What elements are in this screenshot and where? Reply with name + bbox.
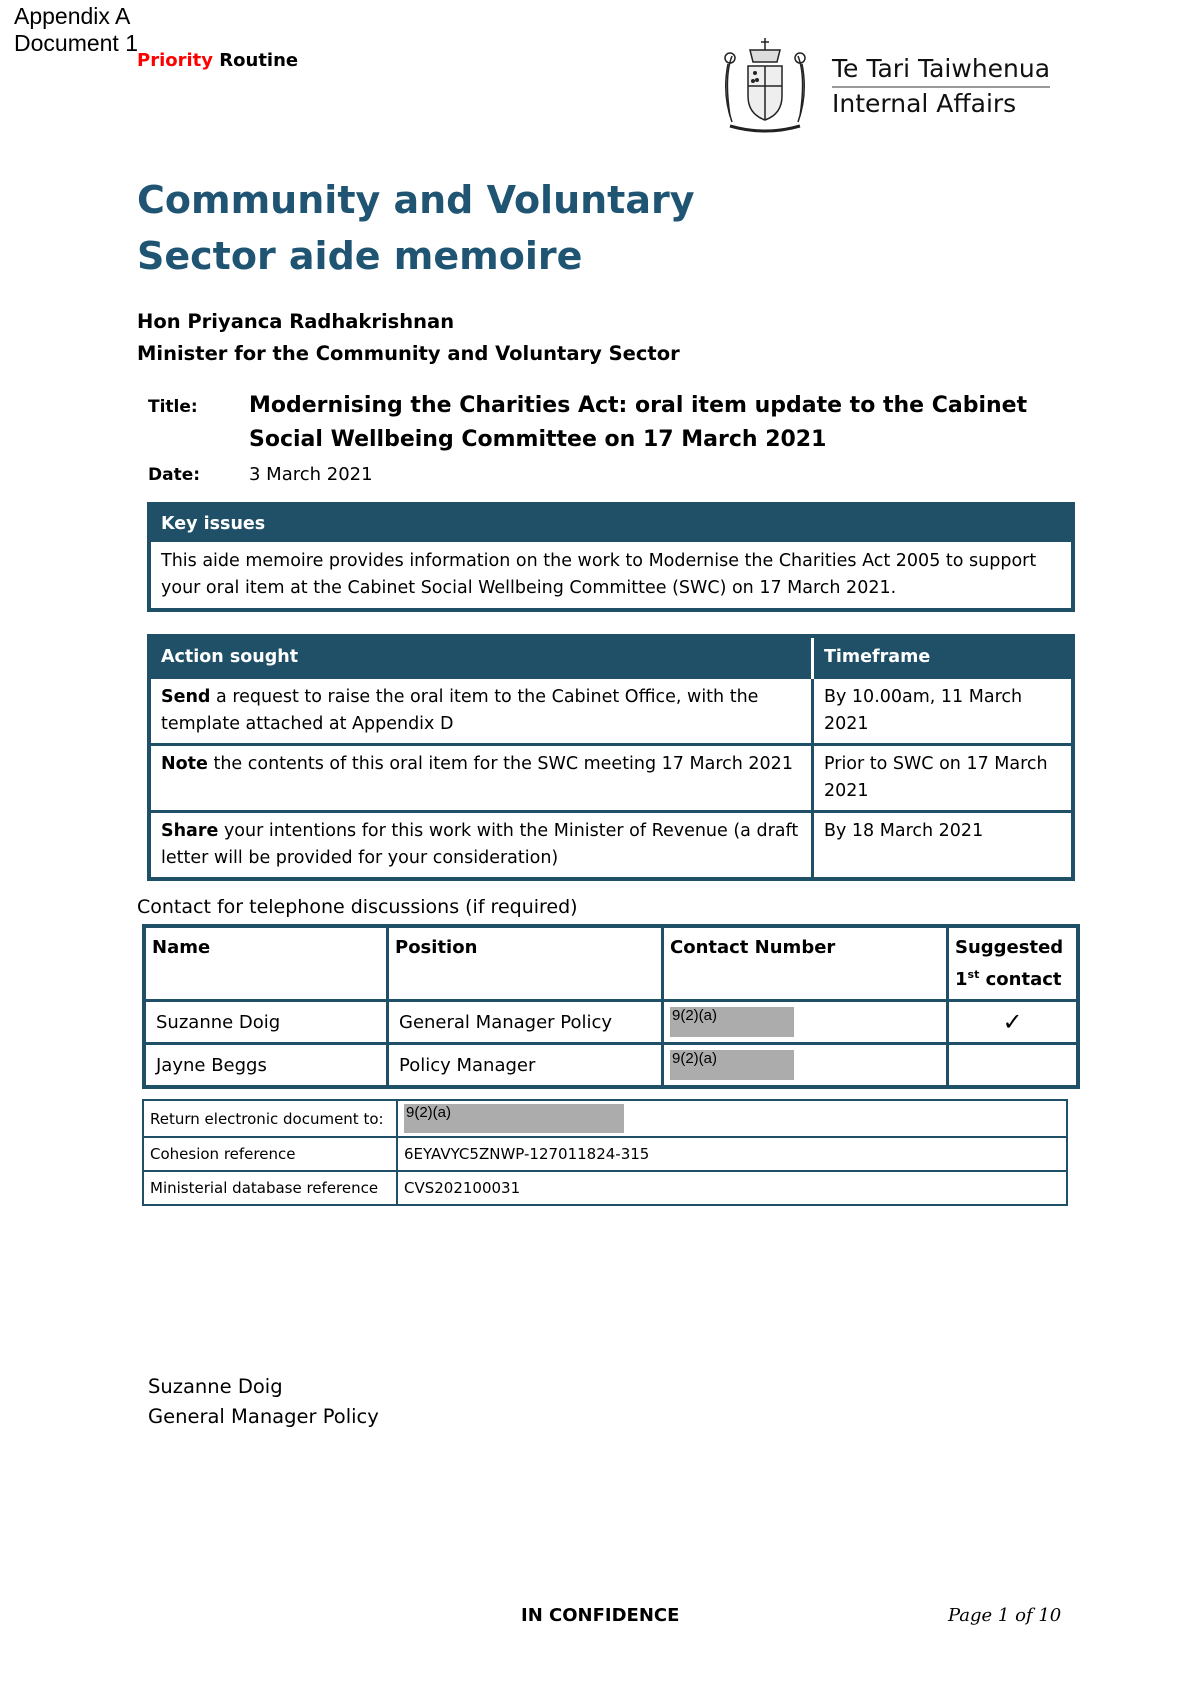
action-table xyxy=(147,634,1075,881)
redacted-number: 9(2)(a) xyxy=(670,1050,794,1080)
reference-label: Return electronic document to: xyxy=(143,1100,397,1137)
reference-row xyxy=(143,1171,1067,1205)
page-number: Page 1 of 10 xyxy=(948,1605,1062,1626)
redacted-number: 9(2)(a) xyxy=(670,1007,794,1037)
title-label: Title: xyxy=(148,397,198,417)
timeframe-header: Timeframe xyxy=(813,636,1074,678)
contact-number xyxy=(663,1044,948,1088)
redacted-return-address: 9(2)(a) xyxy=(404,1104,624,1133)
reference-table xyxy=(142,1099,1068,1206)
action-text: your intentions for this work with the Minister of Revenue (a draft letter will be provided for your consideration) xyxy=(161,821,799,868)
action-sought-header: Action sought xyxy=(149,636,813,678)
recipient-role: Minister for the Community and Voluntary Sector xyxy=(137,342,680,365)
signoff-block xyxy=(148,1372,379,1432)
reference-label: Cohesion reference xyxy=(143,1137,397,1171)
reference-value xyxy=(397,1100,1067,1137)
reference-label: Ministerial database reference xyxy=(143,1171,397,1205)
contact-row xyxy=(144,1001,1078,1044)
contact-row xyxy=(144,1044,1078,1088)
timeframe-cell: By 18 March 2021 xyxy=(813,812,1074,880)
action-row xyxy=(149,678,1073,745)
first-contact-label xyxy=(955,961,1070,993)
priority-indicator xyxy=(137,50,298,71)
key-issues-body: This aide memoire provides information on the work to Modernise the Charities Act 2005 to support your oral item at the Cabinet Social Wellbeing Committee (SWC) on 17 March 2021. xyxy=(161,551,1037,598)
key-issues-heading: Key issues xyxy=(151,506,1071,542)
action-row xyxy=(149,812,1073,880)
priority-value: Routine xyxy=(219,50,299,71)
contact-position: General Manager Policy xyxy=(388,1001,663,1044)
contact-caption: Contact for telephone discussions (if required) xyxy=(137,896,578,918)
agency-name-maori: Te Tari Taiwhenua xyxy=(832,53,1050,88)
action-cell xyxy=(149,812,813,880)
action-cell xyxy=(149,745,813,812)
contact-number xyxy=(663,1001,948,1044)
action-text: the contents of this oral item for the SWC meeting 17 March 2021 xyxy=(207,754,793,774)
page-title xyxy=(137,172,695,284)
priority-label: Priority xyxy=(137,50,213,71)
suggested-contact-header xyxy=(948,926,1079,1001)
timeframe-cell: By 10.00am, 11 March 2021 xyxy=(813,678,1074,745)
reference-value: CVS202100031 xyxy=(397,1171,1067,1205)
agency-name-english: Internal Affairs xyxy=(832,88,1017,118)
reference-row xyxy=(143,1100,1067,1137)
contact-table xyxy=(142,924,1080,1089)
recipient-name: Hon Priyanca Radhakrishnan xyxy=(137,310,455,333)
timeframe-cell: Prior to SWC on 17 March 2021 xyxy=(813,745,1074,812)
contact-position: Policy Manager xyxy=(388,1044,663,1088)
reference-value: 6EYAVYC5ZNWP-127011824-315 xyxy=(397,1137,1067,1171)
title-line-2: Sector aide memoire xyxy=(137,234,583,278)
nz-coat-of-arms-icon xyxy=(710,36,820,136)
contact-name: Suzanne Doig xyxy=(144,1001,388,1044)
title-line-1: Community and Voluntary xyxy=(137,178,695,222)
document-number: Document 1 xyxy=(14,30,139,56)
action-table-header xyxy=(149,636,1073,678)
appendix-label: Appendix A xyxy=(14,3,131,29)
action-cell xyxy=(149,678,813,745)
ordinal-suffix: st xyxy=(967,968,980,981)
contact-number-header: Contact Number xyxy=(663,926,948,1001)
name-header: Name xyxy=(144,926,388,1001)
agency-name xyxy=(832,53,1050,120)
action-text: a request to raise the oral item to the Cabinet Office, with the template attached at Appendix D xyxy=(161,687,759,734)
action-verb: Share xyxy=(161,821,219,841)
position-header: Position xyxy=(388,926,663,1001)
action-verb: Send xyxy=(161,687,211,707)
contact-table-header xyxy=(144,926,1078,1001)
appendix-stamp xyxy=(14,3,138,57)
action-row xyxy=(149,745,1073,812)
classification-footer: IN CONFIDENCE xyxy=(521,1605,680,1626)
contact-word: contact xyxy=(979,969,1062,990)
first-contact-cell xyxy=(948,1044,1079,1088)
first-contact-checkmark-icon: ✓ xyxy=(948,1001,1079,1044)
key-issues-box xyxy=(147,502,1075,612)
signoff-role: General Manager Policy xyxy=(148,1405,379,1428)
date-label: Date: xyxy=(148,465,201,485)
first-number: 1 xyxy=(955,969,968,990)
contact-name: Jayne Beggs xyxy=(144,1044,388,1088)
suggested-label: Suggested xyxy=(955,937,1064,958)
memo-date: 3 March 2021 xyxy=(249,464,373,485)
recipient-block xyxy=(137,306,680,370)
memo-title: Modernising the Charities Act: oral item update to the Cabinet Social Wellbeing Committee on 17 March 2021 xyxy=(249,393,1028,452)
agency-logo xyxy=(710,36,1070,136)
reference-row xyxy=(143,1137,1067,1171)
action-verb: Note xyxy=(161,754,208,774)
signoff-name: Suzanne Doig xyxy=(148,1375,283,1398)
